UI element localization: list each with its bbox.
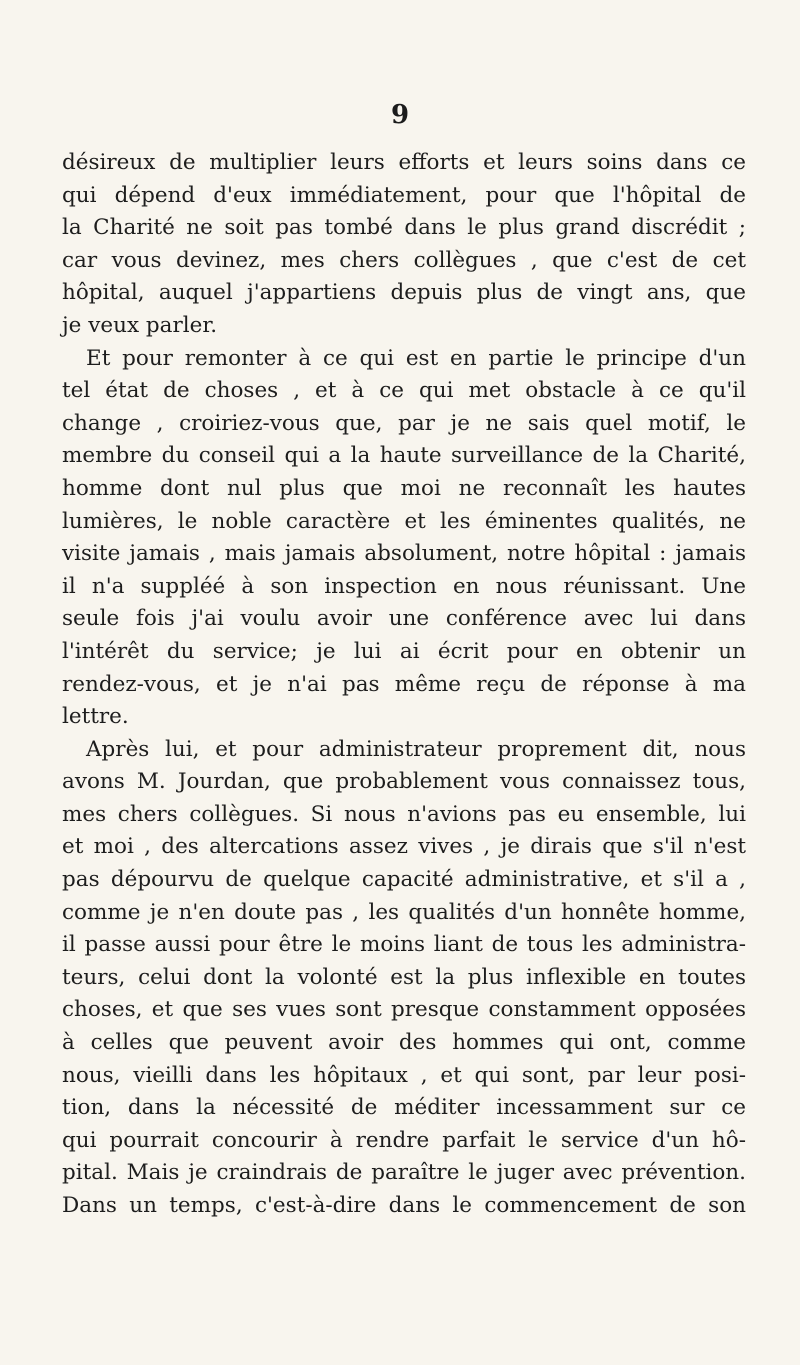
text-line: tel état de choses , et à ce qui met obstacle à ce qu'il	[62, 378, 746, 404]
text-line: homme dont nul plus que moi ne reconnaît les hautes	[62, 475, 746, 501]
text-line: Après lui, et pour administrateur proprement dit, nous	[86, 736, 746, 762]
text-line: rendez-vous, et je n'ai pas même reçu de réponse à ma	[62, 671, 746, 697]
text-line: qui pourrait concourir à rendre parfait le service d'un hô-	[62, 1127, 746, 1153]
text-line: nous, vieilli dans les hôpitaux , et qui sont, par leur posi-	[62, 1062, 746, 1088]
text-line: change , croiriez-vous que, par je ne sais quel motif, le	[62, 410, 746, 436]
text-line: lumières, le noble caractère et les éminentes qualités, ne	[62, 508, 746, 534]
text-line: lettre.	[62, 704, 129, 730]
text-line: mes chers collègues. Si nous n'avions pas eu ensemble, lui	[62, 801, 746, 827]
text-line: la Charité ne soit pas tombé dans le plus grand discrédit ;	[62, 215, 746, 241]
text-line: Et pour remonter à ce qui est en partie le principe d'un	[86, 345, 746, 371]
text-line: visite jamais , mais jamais absolument, notre hôpital : jamais	[62, 541, 746, 567]
text-line: hôpital, auquel j'appartiens depuis plus de vingt ans, que	[62, 280, 746, 306]
text-line: et moi , des altercations assez vives , je dirais que s'il n'est	[62, 834, 746, 860]
text-line: choses, et que ses vues sont presque constamment opposées	[62, 997, 746, 1023]
text-line: membre du conseil qui a la haute surveillance de la Charité,	[62, 443, 746, 469]
text-line: car vous devinez, mes chers collègues , que c'est de cet	[62, 247, 746, 273]
text-line: pas dépourvu de quelque capacité administrative, et s'il a ,	[62, 867, 746, 893]
text-line: tion, dans la nécessité de méditer incessamment sur ce	[62, 1095, 746, 1121]
text-line: désireux de multiplier leurs efforts et leurs soins dans ce	[62, 150, 746, 175]
text-line: qui dépend d'eux immédiatement, pour que l'hôpital de	[62, 182, 746, 208]
text-line: il n'a suppléé à son inspection en nous réunissant. Une	[62, 573, 746, 599]
text-line: comme je n'en doute pas , les qualités d'un honnête homme,	[62, 899, 746, 925]
text-line: il passe aussi pour être le moins liant de tous les administra-	[62, 932, 746, 958]
text-line: je veux parler.	[62, 312, 218, 338]
text-line: avons M. Jourdan, que probablement vous connaissez tous,	[62, 769, 746, 795]
text-line: à celles que peuvent avoir des hommes qui ont, comme	[62, 1030, 746, 1056]
text-line: seule fois j'ai voulu avoir une conférence avec lui dans	[62, 606, 746, 632]
body-text	[62, 147, 746, 1223]
text-line: pital. Mais je craindrais de paraître le juger avec prévention.	[62, 1160, 746, 1186]
page-number: 9	[390, 100, 410, 130]
text-line: l'intérêt du service; je lui ai écrit pour en obtenir un	[62, 638, 746, 664]
text-line: teurs, celui dont la volonté est la plus inflexible en toutes	[62, 964, 746, 990]
text-line: Dans un temps, c'est-à-dire dans le commencement de son	[62, 1193, 746, 1218]
